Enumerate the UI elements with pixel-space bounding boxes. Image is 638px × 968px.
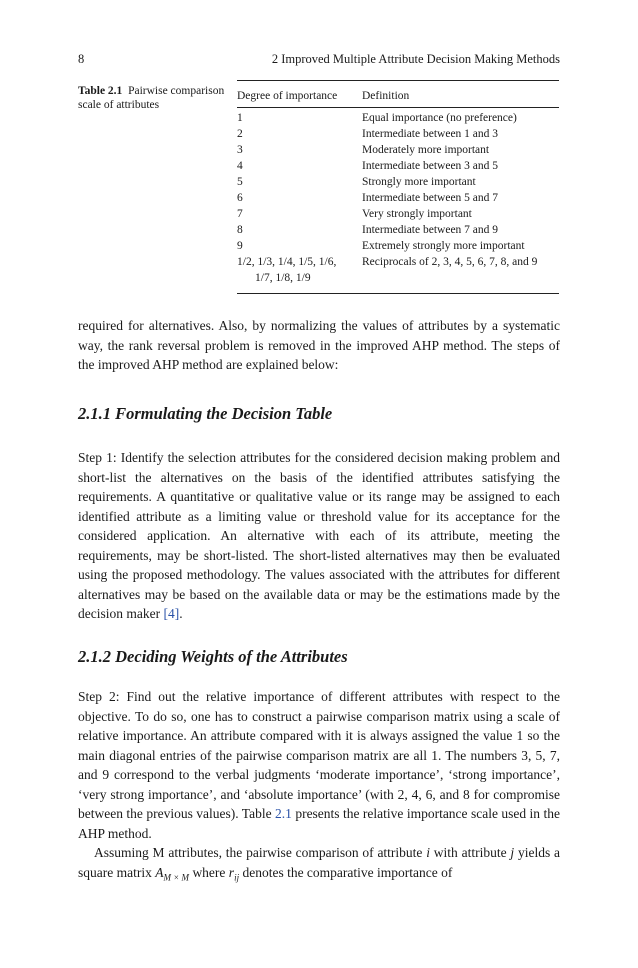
definition-cell: Moderately more important <box>362 144 490 156</box>
importance-cell: 9 <box>237 240 243 252</box>
table-row <box>237 238 559 254</box>
importance-cell: 8 <box>237 224 243 236</box>
importance-cell: 2 <box>237 128 243 140</box>
definition-cell: Very strongly important <box>362 208 472 220</box>
step-2-paragraph <box>78 687 560 843</box>
importance-cell: 5 <box>237 176 243 188</box>
section-2-body <box>78 687 560 888</box>
table-caption-text: Pairwise comparison scale of attributes <box>78 85 225 111</box>
matrix-text-3: yields a square matrix <box>78 845 560 880</box>
step-2-text: Step 2: Find out the relative importance of different attributes with respect to the objective. To do so, one has to construct a pairwise comparison matrix using a scale of relative importance. An attribute compared with it is always assigned the value 1 so the main diagonal entries of the pairwise comparison matrix are all 1. The numbers 3, 5, 7, and 9 correspond to the verbal judgments ‘moderate importance’, ‘strong importance’, ‘very strong importance’, and ‘absolute importance’ (with 2, 4, 6, and 8 for compromise between the previous values). Table <box>78 689 560 821</box>
intro-paragraph: required for alternatives. Also, by normalizing the values of attributes by a systematic way, the rank reversal problem is removed in the improved AHP method. The steps of the improved AHP method are explained below: <box>78 318 560 372</box>
definition-cell: Intermediate between 7 and 9 <box>362 224 499 236</box>
section-heading-decision-table: 2.1.1 Formulating the Decision Table <box>78 404 333 423</box>
table-row <box>237 174 559 190</box>
importance-cell: 7 <box>237 208 243 220</box>
definition-cell: Reciprocals of 2, 3, 4, 5, 6, 7, 8, and 9 <box>362 256 538 268</box>
table-row <box>237 222 559 238</box>
importance-cell <box>237 254 362 286</box>
importance-cell: 4 <box>237 160 243 172</box>
step-1-text-end: . <box>179 606 183 621</box>
step-1-paragraph <box>78 448 560 624</box>
definition-cell: Equal importance (no preference) <box>362 112 517 124</box>
matrix-text-5: denotes the comparative importance of <box>239 864 453 880</box>
table-bottom-rule <box>237 293 559 294</box>
table-row <box>237 108 559 126</box>
matrix-subscript: M × M <box>163 872 190 883</box>
importance-cell: 1 <box>237 112 243 124</box>
importance-cell: 3 <box>237 144 243 156</box>
page-number: 8 <box>78 52 85 66</box>
importance-cell: 6 <box>237 192 243 204</box>
running-head: 2 Improved Multiple Attribute Decision Making Methods <box>271 52 560 66</box>
step-2-text-end: presents the relative importance scale used in the AHP method. <box>78 806 560 841</box>
variable-i: i <box>426 845 430 860</box>
table-caption <box>78 84 233 112</box>
matrix-text-1: Assuming M attributes, the pairwise comparison of attribute <box>94 845 427 860</box>
comparison-scale-table <box>237 80 559 294</box>
importance-line-1: 1/2, 1/3, 1/4, 1/5, 1/6, <box>237 256 337 268</box>
matrix-text-4: where <box>189 864 229 880</box>
table-row <box>237 158 559 174</box>
table-row <box>237 142 559 158</box>
step-1-text: Step 1: Identify the selection attributes for the considered decision making problem and short-list the alternatives on the basis of the identified attributes satisfying the requirements. A quantitative or qualitative value or its range may be assigned to each identified attribute as a limiting value or threshold value for its acceptance for the considered application. An alternative with each of its attribute, meeting the requirements, may be short-listed. The short-listed alternatives may then be evaluated using the proposed methodology. The values associated with the attributes for different alternatives may be based on the available data or may be the estimations made by the decision maker <box>78 450 560 621</box>
section-heading-attribute-weights: 2.1.2 Deciding Weights of the Attributes <box>78 647 348 666</box>
matrix-symbol: A <box>155 864 164 880</box>
column-header-importance: Degree of importance <box>237 90 338 102</box>
matrix-text-2: with attribute <box>430 845 511 860</box>
r-subscript: ij <box>234 872 240 883</box>
citation-link[interactable]: [4] <box>163 606 180 621</box>
table-row <box>237 206 559 222</box>
table-row <box>237 190 559 206</box>
intro-paragraph-block <box>78 316 560 375</box>
column-header-definition: Definition <box>362 90 410 102</box>
definition-cell: Intermediate between 5 and 7 <box>362 192 499 204</box>
definition-cell: Extremely strongly more important <box>362 240 525 252</box>
definition-cell: Strongly more important <box>362 176 476 188</box>
definition-cell: Intermediate between 3 and 5 <box>362 160 499 172</box>
table-header-row <box>237 81 559 107</box>
section-1-body <box>78 448 560 624</box>
table-caption-label: Table 2.1 <box>78 85 123 97</box>
definition-cell: Intermediate between 1 and 3 <box>362 128 499 140</box>
table-reference-link[interactable]: 2.1 <box>275 806 292 821</box>
matrix-paragraph <box>78 843 560 888</box>
variable-j: j <box>510 845 515 860</box>
table-row <box>237 126 559 142</box>
r-symbol: r <box>228 864 235 880</box>
table-row-reciprocals <box>237 254 559 286</box>
importance-line-2: 1/7, 1/8, 1/9 <box>255 272 311 284</box>
